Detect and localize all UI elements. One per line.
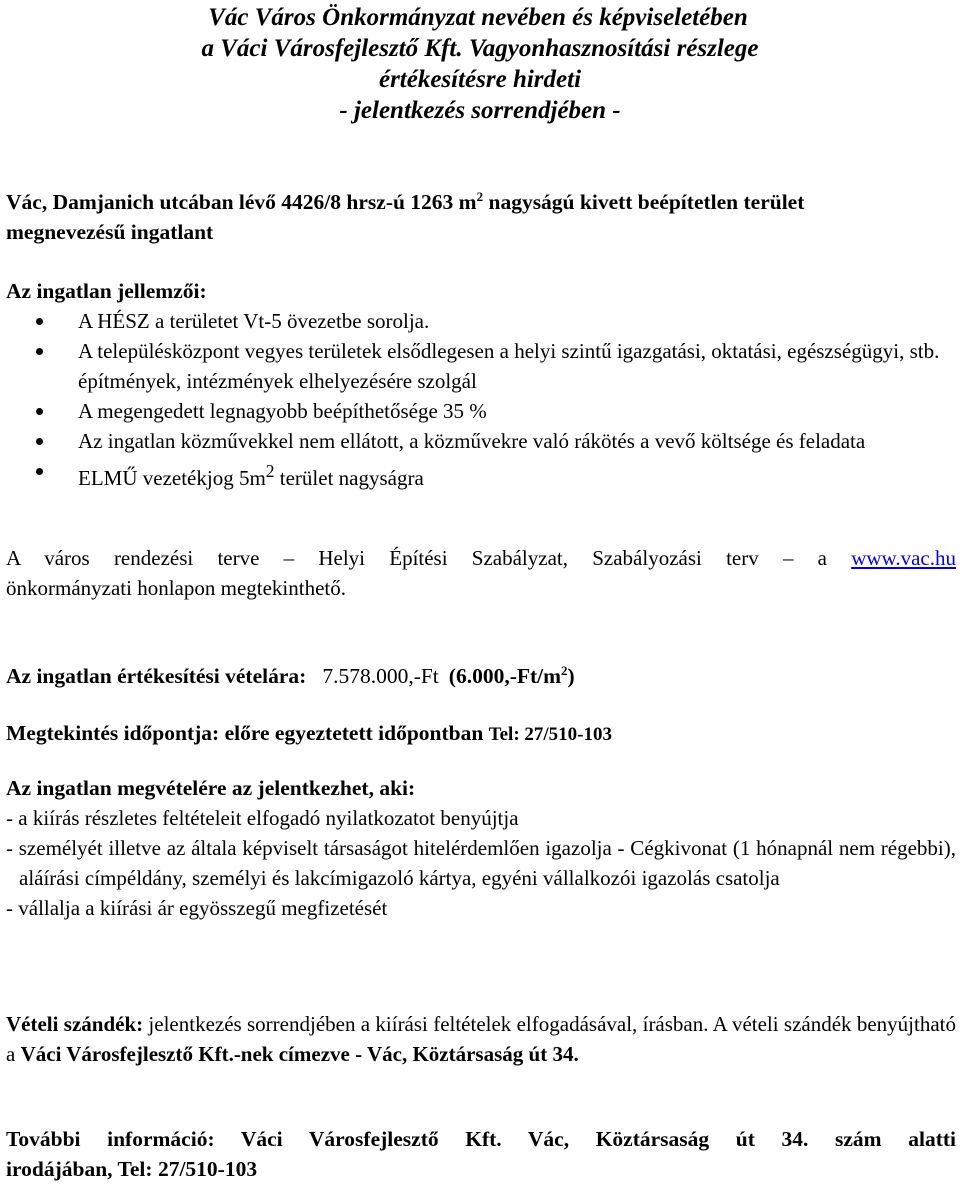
eligibility-item: - vállalja a kiírási ár egyösszegű megfizetését [6,896,388,920]
announcement-title [0,2,960,126]
unit-price: $(6.000,-Ft/m^2)$ [448,662,575,688]
purchase-intent-label: Vételi szándék: [6,1012,144,1036]
website-link[interactable]: www.vac.hu [851,546,956,570]
plan-text-line-2: önkormányzati honlapon megtekinthető. [6,576,346,600]
price-value: 7.578.000,-Ft [322,664,439,688]
feature-item: ELMŰ vezetékjog $5m^2$ terület nagyságra [6,456,956,493]
price-line [6,661,956,691]
purchase-intent-paragraph [6,1009,956,1069]
eligibility-section [6,773,956,923]
plan-text: A város rendezési terve – Helyi Építési Szabályzat, Szabályozási terv – a [6,546,852,570]
bullet-icon [36,438,43,445]
viewing-line [6,718,956,750]
property-area-superscript: 2 [476,188,484,204]
viewing-label: Megtekintés időpontja: előre egyeztetett időpontban [6,721,484,745]
plan-paragraph [6,543,956,603]
more-info-paragraph [6,1124,956,1184]
feature-item: A HÉSZ a területet Vt-5 övezetbe sorolja. [6,306,956,336]
title-line-3: értékesítésre hirdeti [378,66,582,93]
price-label: Az ingatlan értékesítési vételára: [6,664,307,688]
purchase-intent-text: jelentkezés sorrendjében a kiírási feltételek elfogadásával, írásban. A vételi szándék benyújtható a [6,1012,956,1066]
bullet-icon [36,468,43,475]
eligibility-item: - személyét illetve az általa képviselt társaságot hitelérdemlően igazolja - Cégkivonat (1 hónapnál nem régebbi), aláírási címpéldány, személyi és lakcímigazoló kártya, egyéni vállalkozói igazolás csatolja [6,836,956,890]
viewing-phone: Tel: 27/510-103 [488,724,613,745]
purchase-intent-company: Váci Városfejlesztő Kft.-nek címezve - Vác, Köztársaság út 34. [20,1042,579,1066]
feature-item: A megengedett legnagyobb beépíthetősége 35 % [6,396,956,426]
bullet-icon [36,348,43,355]
property-heading-text-1: Vác, Damjanich utcában lévő 4426/8 hrsz-ú 1263 m [6,190,477,214]
property-heading [6,187,956,247]
property-heading-line-2: megnevezésű ingatlant [6,220,214,244]
features-list [6,306,956,493]
eligibility-item: - a kiírás részletes feltételeit elfogadó nyilatkozatot benyújtja [6,806,519,830]
bullet-icon [36,408,43,415]
feature-item: Az ingatlan közművekkel nem ellátott, a közművekre való rákötés a vevő költsége és feladata [6,426,956,456]
eligibility-heading: Az ingatlan megvételére az jelentkezhet, aki: [6,776,416,800]
bullet-icon [36,318,43,325]
feature-item: A településközpont vegyes területek elsődlegesen a helyi szintű igazgatási, oktatási, egészségügyi, stb. építmények, intézmények elhelyezésére szolgál [6,336,956,396]
title-line-1: Vác Város Önkormányzat nevében és képviseletében [208,4,748,31]
more-info-line-2: irodájában, Tel: 27/510-103 [6,1157,258,1181]
property-heading-text-2: nagyságú kivett beépítetlen terület [483,190,805,214]
title-line-2: a Váci Városfejlesztő Kft. Vagyonhasznosítási részlege [201,35,759,62]
title-line-4: - jelentkezés sorrendjében - [339,97,621,124]
more-info-line-1: További információ: Váci Városfejlesztő Kft. Vác, Köztársaság út 34. szám alatti [6,1127,956,1151]
features-heading: Az ingatlan jellemzői: [6,279,207,303]
